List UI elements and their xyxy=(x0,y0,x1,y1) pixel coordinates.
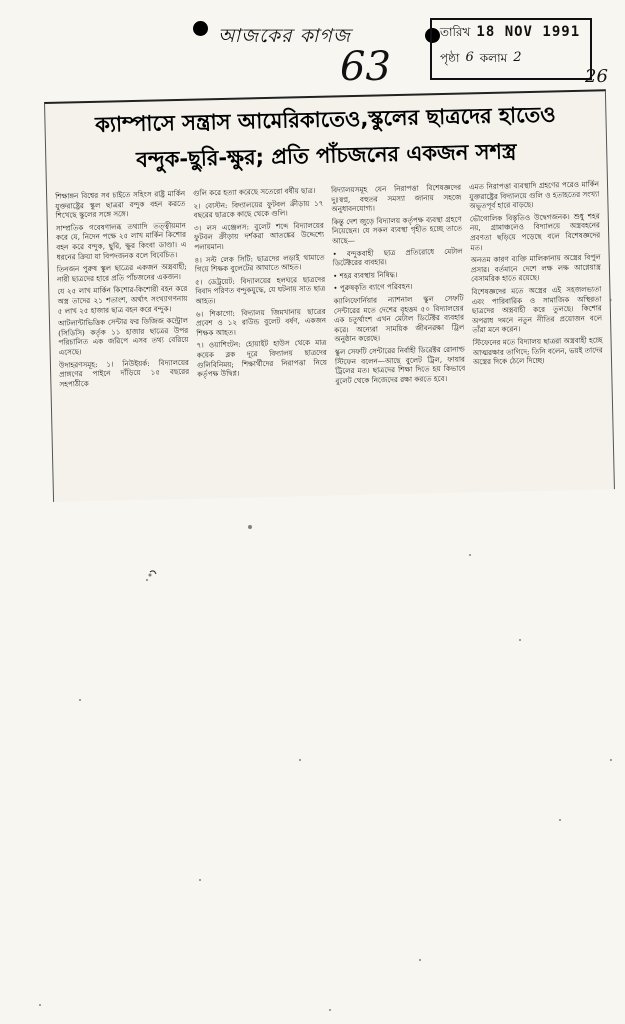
stamp-page-value: 6 xyxy=(465,50,474,65)
newspaper-clipping xyxy=(44,89,615,502)
paragraph: ৬। শিকাগো: বিদ্যালয় জিমখানায় ছাত্রের প্রবেশ ও ১২ রাউন্ড বুলেট বর্ষণ, একজন শিক্ষক আহত। xyxy=(195,306,327,338)
article-columns xyxy=(55,179,606,495)
paragraph: এমত নিরাপত্তা ব্যবস্থাদি গ্রহণের পরেও মার্কিন যুক্তরাষ্ট্রের বিদ্যালয়ে গুলি ও হতাহতের সংখ্যা অভূতপূর্ব হারে বাড়ছে। xyxy=(468,179,600,211)
stamp-column-value: 2 xyxy=(513,50,522,65)
paragraph: ৫। ডেট্রয়েট: বিদ্যালয়ের হলঘরে ছাত্রদের বিবাদ পরিণত বন্দুকযুদ্ধে, যে ঘটনায় সাত ছাত্র আহত। xyxy=(195,274,326,306)
paragraph: • বন্দুকবাহী ছাত্র প্রতিরোধে মেটাল ডিটেক্টরের ব্যবহার। xyxy=(332,246,463,268)
handwritten-page-number: 63 xyxy=(340,44,391,90)
paragraph: ২। বোস্টন: বিদ্যালয়ের ফুটবল ক্রীড়ায় ১৭ বছরের ছাত্রকে কাছে থেকে গুলি। xyxy=(193,198,324,220)
paragraph: যে ২৫ লাখ মার্কিন কিশোর-কিশোরী বহন করে অস্ত্র তাদের ২১ শতাংশ, অর্থাৎ সংখ্যাগণনায় ৫ লাখ ২৫ হাজার ছাত্র বহন করে বন্দুক। xyxy=(57,284,188,316)
handwritten-corner-note: 26 xyxy=(585,66,608,87)
stamp-page-label: পৃষ্ঠা xyxy=(440,51,460,65)
paragraph: অনতম কারণ ব্যক্তি মালিকানায় অস্ত্রের বিপুল প্রসার। বর্তমানে দেশে লক্ষ লক্ষ আগ্নেয়াস্ত্র বেসামরিক হাতে রয়েছে। xyxy=(470,252,601,284)
article-column-4 xyxy=(469,179,606,486)
paragraph: ৭। ওয়াশিংটন: হোয়াইট হাউস থেকে মাত্র কয়েক ব্লক দূরে বিদ্যালয় ছাত্রদের গুলিবিনিময়; শিক্ষার্থীদের নিরাপত্তা নিয়ে কর্তৃপক্ষ উদ্বিগ্ন। xyxy=(196,337,328,379)
archive-stamp xyxy=(430,18,592,80)
article-column-2 xyxy=(193,186,330,493)
paragraph: গুলি করে হত্যা করেছে সতেরো বর্ষীয় ছাত্র। xyxy=(193,185,316,198)
headline-line-1: ক্যাম্পাসে সন্ত্রাস আমেরিকাতেও,স্কুলের ছাত্রদের হাতেও xyxy=(94,102,556,137)
paragraph: ভৌগোলিক বিস্তৃতিও উদ্বেগজনক। শুধু শহর নয়, গ্রামাঞ্চলেও বিদ্যালয়ে অস্ত্রবহনের প্রবণতা ছড়িয়ে পড়েছে বলে বিশেষজ্ঞদের মত। xyxy=(469,211,601,252)
newspaper-name: আজকের কাগজ xyxy=(218,25,351,47)
paragraph: স্কুল সেফটি সেন্টারের নির্বাহী ডিরেক্টর রোনাল্ড স্টিফেন বলেন—আছে বুলেট ট্রিল, ফায়ার ট্রিলের মত। ছাত্রদের শিক্ষা দিতে হয় কিভাবে বুলেট থেকে নিজেদের রক্ষা করতে হবে। xyxy=(334,344,466,386)
headline-line-2: বন্দুক-ছুরি-ক্ষুর; প্রতি পাঁচজনের একজন সশস্ত্র xyxy=(135,139,517,172)
paragraph: আটলান্টাভিত্তিক সেন্টার ফর ডিজিজ কন্ট্রোল (সিডিসি) কর্তৃক ১১ হাজার ছাত্রের উপর পরিচালিত এক জরিপে এসব তথ্য বেরিয়ে এসেছে। xyxy=(57,315,189,357)
paragraph: ক্যালিফোর্নিয়ার ন্যাশনাল স্কুল সেফটি সেন্টারের মতে দেশের বৃহত্তম ৫০ বিদ্যালয়ের এক চতুর্থাংশ এখন মেটাল ডিটেক্টর ব্যবহার করে। অন্যেরা সাময়িক জীবনরক্ষা ট্রিল অনুষ্ঠান করেছে। xyxy=(333,293,465,344)
article-column-1 xyxy=(55,189,192,496)
paragraph: • শহর ব্যবস্থায় নিষিদ্ধ। xyxy=(332,269,398,281)
paragraph: শিক্ষাঙ্গন বিশ্বের সব চাইতে সহিংস রাষ্ট্র মার্কিন যুক্তরাষ্ট্রের স্কুল ছাত্ররা বন্দুক বহন করতে শিখেছে স্কুলের সঙ্গে সঙ্গে। xyxy=(55,188,186,220)
paragraph: স্টিফেনের মতে বিদ্যালয় ছাত্ররা অস্ত্রবাহী হচ্ছে আত্মরক্ষার তাগিদে; তিনি বলেন, ভয়ই তাদের অস্ত্রের দিকে ঠেলে দিচ্ছে। xyxy=(472,335,603,367)
stamp-date: 18 NOV 1991 xyxy=(476,24,581,40)
article-column-3 xyxy=(331,183,468,490)
paragraph: ৩। লস এঞ্জেলস: বুলেট শব্দে বিদ্যালয়ের ফুটবল ক্রীড়ায় দর্শকরা আতঙ্কের উদ্দেশ্যে পলায়মান। xyxy=(193,220,325,252)
paragraph: সাম্প্রতিক গবেষণালব্ধ তথ্যাদি তত্ত্বীয়মান করে যে, নিদেন পক্ষে ২৫ লাখ মার্কিন কিশোর বহন করে বন্দুক, ছুরি, ক্ষুর কিংবা ডাণ্ডা। এ ধরনের ক্রিয়া যা বিপদজনক বলে বিবেচিত। xyxy=(55,220,187,262)
paragraph: তিনজন পুরুষ স্কুল ছাত্রের একজন অস্ত্রবাহী; নারী ছাত্রদের হারে প্রতি পাঁচজনের একজন। xyxy=(56,261,187,284)
punch-hole-left xyxy=(193,21,208,36)
stamp-date-label: তারিখ xyxy=(440,25,471,39)
stamp-column-label: কলাম xyxy=(479,51,508,65)
paragraph: ৪। সল্ট লেক সিটি: ছাত্রদের লড়াই থামাতে গিয়ে শিক্ষক বুলেটের আঘাতে আহত। xyxy=(194,252,325,274)
paragraph: উদাহরণসমূহ: ১। নিউইয়র্ক: বিদ্যালয়ের প্রাঙ্গণের পাইনে দাঁড়িয়ে ১৫ বছরের সহপাঠীকে xyxy=(58,357,190,389)
paragraph: • পুরুষকৃতি ব্যাগে পরিবহন। xyxy=(333,282,413,293)
paragraph: কিন্তু দেশ জুড়ে বিদ্যালয় কর্তৃপক্ষ ব্যবস্থা গ্রহণে নিয়েছেন। যে সকল ব্যবস্থা গৃহীত হচ্ছে তাতে আছে— xyxy=(331,214,463,246)
paragraph: বিদ্যালয়সমূহ যেন নিরাপত্তা বিশেষজ্ঞদের দুঃস্বপ্ন, বহুতর সমস্যা জানায় সহজে অনুধাবনযোগ্য। xyxy=(330,182,462,214)
paragraph: বিশেষজ্ঞদের মতে অস্ত্রের এই সহজলভ্যতা এবং পারিবারিক ও সামাজিক অস্থিরতা ছাত্রদের অস্ত্রবাহী করে তুলছে। কিশোর অপরাধ দমনে নতুন নীতির প্রয়োজন বলে তাঁরা মনে করেন। xyxy=(471,284,603,335)
